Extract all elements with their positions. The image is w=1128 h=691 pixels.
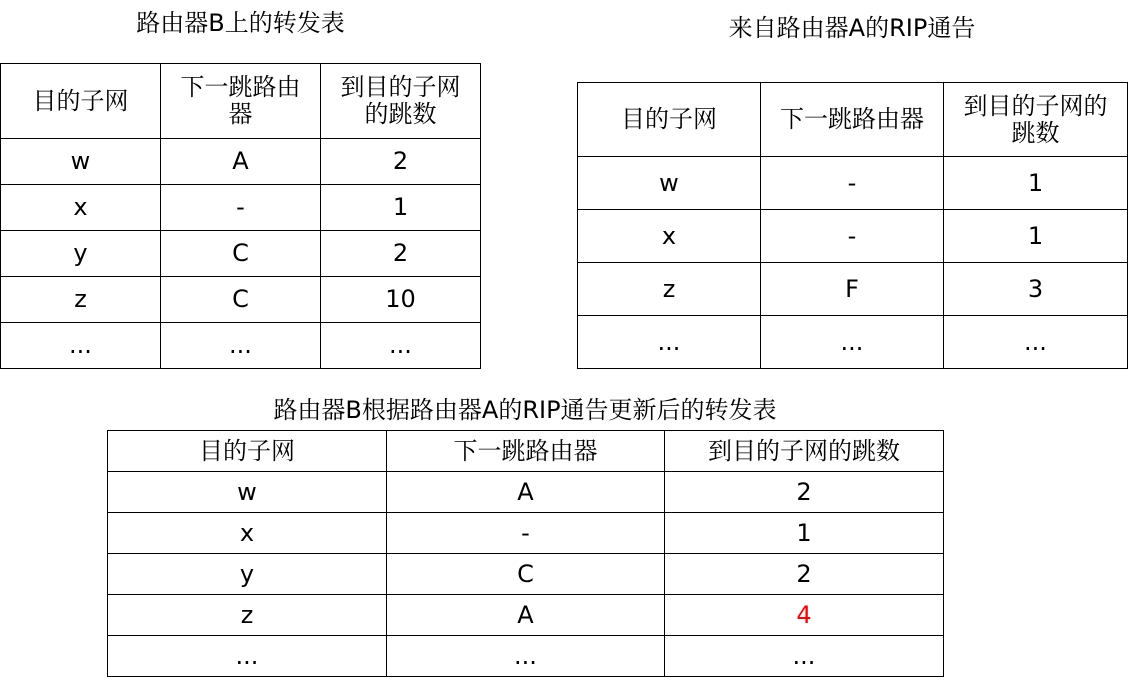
table-row (108, 472, 944, 513)
table-row (1, 277, 481, 323)
header-destination-subnet: 目的子网 (1, 64, 161, 139)
cell-destination: y (1, 231, 161, 277)
cell-destination: y (108, 554, 387, 595)
header-hop-count: 到目的子网的跳数 (321, 64, 481, 139)
cell-next-hop: - (761, 157, 944, 210)
table-header-row (1, 64, 481, 139)
cell-next-hop: C (161, 277, 321, 323)
table-row (1, 185, 481, 231)
cell-next-hop: - (387, 513, 665, 554)
cell-next-hop: A (161, 139, 321, 185)
cell-next-hop: C (161, 231, 321, 277)
header-next-hop-router: 下一跳路由器 (761, 83, 944, 157)
cell-next-hop: - (161, 185, 321, 231)
cell-hops: 2 (321, 139, 481, 185)
cell-next-hop: F (761, 263, 944, 316)
cell-hops: 1 (944, 157, 1128, 210)
table-row (578, 316, 1128, 369)
cell-destination: ... (578, 316, 761, 369)
header-next-hop-router: 下一跳路由器 (161, 64, 321, 139)
table1-title: 路由器B上的转发表 (136, 9, 345, 37)
cell-next-hop: ... (161, 323, 321, 369)
table-row (578, 157, 1128, 210)
header-next-hop-router: 下一跳路由器 (387, 431, 665, 472)
table-row (1, 231, 481, 277)
cell-destination: x (108, 513, 387, 554)
cell-hops: 2 (321, 231, 481, 277)
table-row (108, 636, 944, 677)
router-b-updated-forwarding-table (107, 430, 944, 677)
table-row (108, 595, 944, 636)
router-b-forwarding-table (0, 63, 481, 369)
cell-hops: 10 (321, 277, 481, 323)
cell-destination: z (1, 277, 161, 323)
table-row (1, 323, 481, 369)
table-row (578, 263, 1128, 316)
cell-hops: 2 (665, 554, 944, 595)
cell-destination: ... (1, 323, 161, 369)
cell-hops: ... (665, 636, 944, 677)
header-destination-subnet: 目的子网 (108, 431, 387, 472)
cell-next-hop: ... (761, 316, 944, 369)
table2-title: 来自路由器A的RIP通告 (728, 14, 976, 42)
cell-destination: w (1, 139, 161, 185)
cell-destination: ... (108, 636, 387, 677)
cell-hops: 1 (944, 210, 1128, 263)
table3-title: 路由器B根据路由器A的RIP通告更新后的转发表 (273, 396, 777, 424)
table-header-row (108, 431, 944, 472)
cell-hops: ... (321, 323, 481, 369)
cell-destination: z (108, 595, 387, 636)
header-hop-count: 到目的子网的跳数 (665, 431, 944, 472)
cell-hops: 1 (321, 185, 481, 231)
table-row (108, 554, 944, 595)
cell-hops: 3 (944, 263, 1128, 316)
cell-hops: ... (944, 316, 1128, 369)
cell-destination: z (578, 263, 761, 316)
cell-destination: w (578, 157, 761, 210)
table-row (578, 210, 1128, 263)
cell-destination: x (578, 210, 761, 263)
header-destination-subnet: 目的子网 (578, 83, 761, 157)
cell-next-hop: C (387, 554, 665, 595)
table-header-row (578, 83, 1128, 157)
table-row (1, 139, 481, 185)
table-row (108, 513, 944, 554)
router-a-rip-advertisement-table (577, 82, 1128, 369)
cell-destination: x (1, 185, 161, 231)
cell-destination: w (108, 472, 387, 513)
cell-next-hop: A (387, 472, 665, 513)
cell-next-hop: A (387, 595, 665, 636)
cell-hops: 1 (665, 513, 944, 554)
cell-next-hop: - (761, 210, 944, 263)
header-hop-count: 到目的子网的跳数 (944, 83, 1128, 157)
cell-hops: 2 (665, 472, 944, 513)
cell-next-hop: ... (387, 636, 665, 677)
cell-hops-updated-highlight: 4 (665, 595, 944, 636)
